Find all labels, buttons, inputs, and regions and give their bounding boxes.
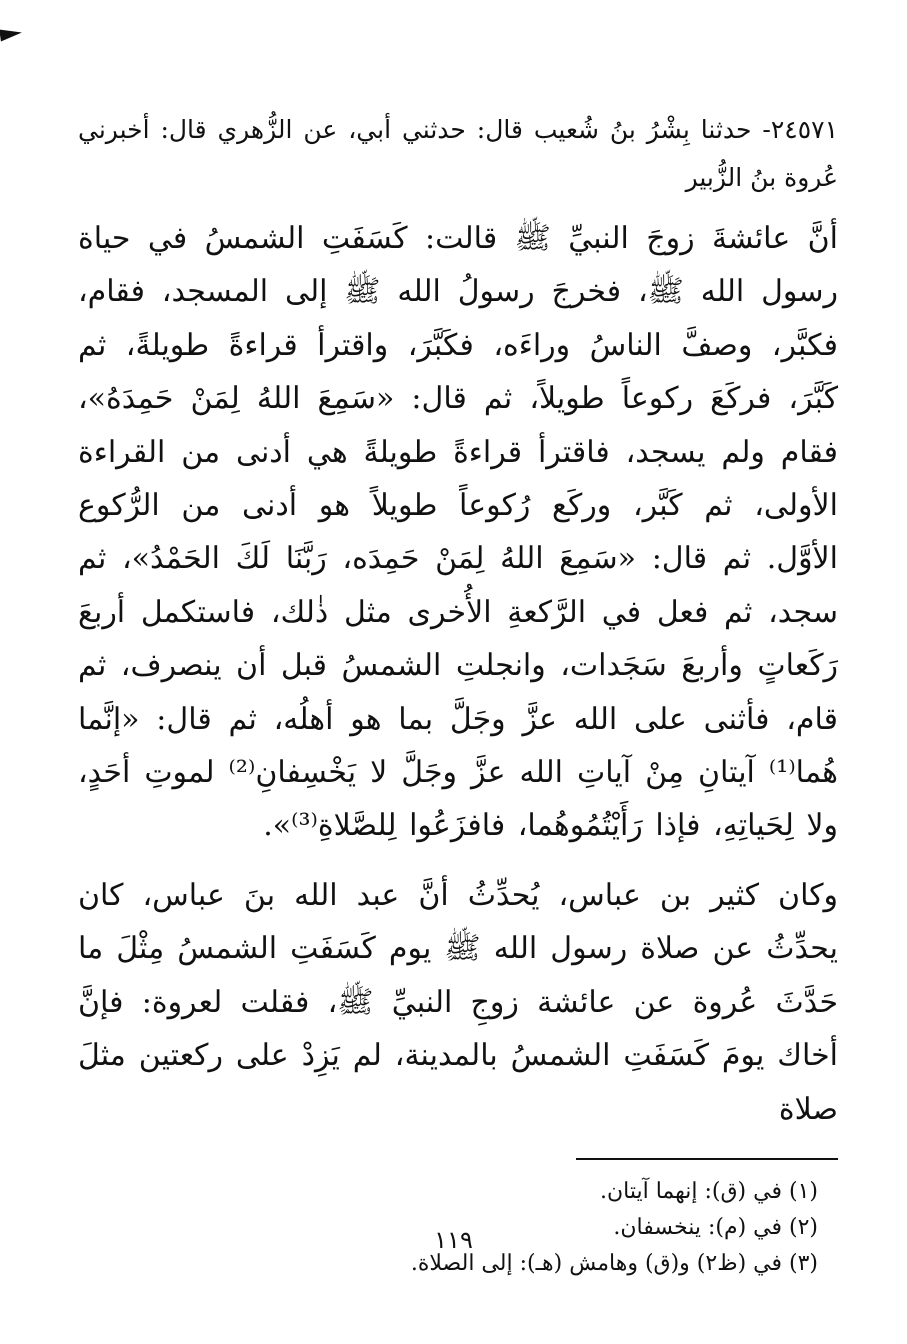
footnote-2: (٢) في (م): ينخسفان. — [613, 1214, 818, 1240]
footnote-3: (٣) في (ظ٢) و(ق) وهامش (هـ): إلى الصلاة. — [410, 1250, 818, 1276]
footnote-divider — [576, 1158, 838, 1160]
hadith-text-paragraph-2: وكان كثير بن عباس، يُحدِّثُ أنَّ عبد الله بنَ عباس، كان يحدِّثُ عن صلاة رسول الله ﷺ يوم كَسَفَتِ الشمسُ مِثْلَ ما حَدَّثَ عُروة عن عائشة زوجِ النبيِّ ﷺ، فقلت لعروة: فإنَّ أخاك يومَ كَسَفَتِ الشمسُ بالمدينة، لم يَزِدْ على ركعتين مثلَ صلاة — [78, 877, 838, 1127]
hadith-isnad: ٢٤٥٧١- حدثنا بِشْرُ بنُ شُعيب قال: حدثني أبي، عن الزُّهري قال: أخبرني عُروة بنُ الزُّبير — [78, 115, 838, 192]
page-corner-mark — [0, 27, 23, 42]
footnote-1: (١) في (ق): إنهما آيتان. — [599, 1178, 818, 1204]
hadith-text-paragraph-1: أنَّ عائشةَ زوجَ النبيِّ ﷺ قالت: كَسَفَتِ الشمسُ في حياة رسول الله ﷺ، فخرجَ رسولُ الله ﷺ إلى المسجد، فقام، فكبَّر، وصفَّ الناسُ وراءَه، فكَبَّرَ، واقترأ قراءةً طويلةً، ثم كَبَّرَ، فركَعَ ركوعاً طويلاً، ثم قال: «سَمِعَ اللهُ لِمَنْ حَمِدَهُ»، فقام ولم يسجد، فاقترأ قراءةً طويلةً هي أدنى من القراءة الأولى، ثم كَبَّر، وركَع رُكوعاً طويلاً هو أدنى من الرُّكوع الأوَّل. ثم قال: «سَمِعَ اللهُ لِمَنْ حَمِدَه، رَبَّنَا لَكَ الحَمْدُ»، ثم سجد، ثم فعل في الرَّكعةِ الأُخرى مثل ذٰلك، فاستكمل أربعَ رَكَعاتٍ وأربعَ سَجَدات، وانجلتِ الشمسُ قبل أن ينصرف، ثم قام، فأثنى على الله عزَّ وجَلَّ بما هو أهلُه، ثم قال: «إنَّما هُما⁽¹⁾ آيتانِ مِنْ آياتِ الله عزَّ وجَلَّ لا يَخْسِفانِ⁽²⁾ لموتِ أحَدٍ، ولا لِحَياتِهِ، فإذا رَأَيْتُمُوهُما، فافزَعُوا لِلصَّلاةِ⁽³⁾». — [78, 221, 838, 844]
document-page — [78, 92, 838, 1282]
page-number: ١١٩ — [434, 1226, 473, 1254]
